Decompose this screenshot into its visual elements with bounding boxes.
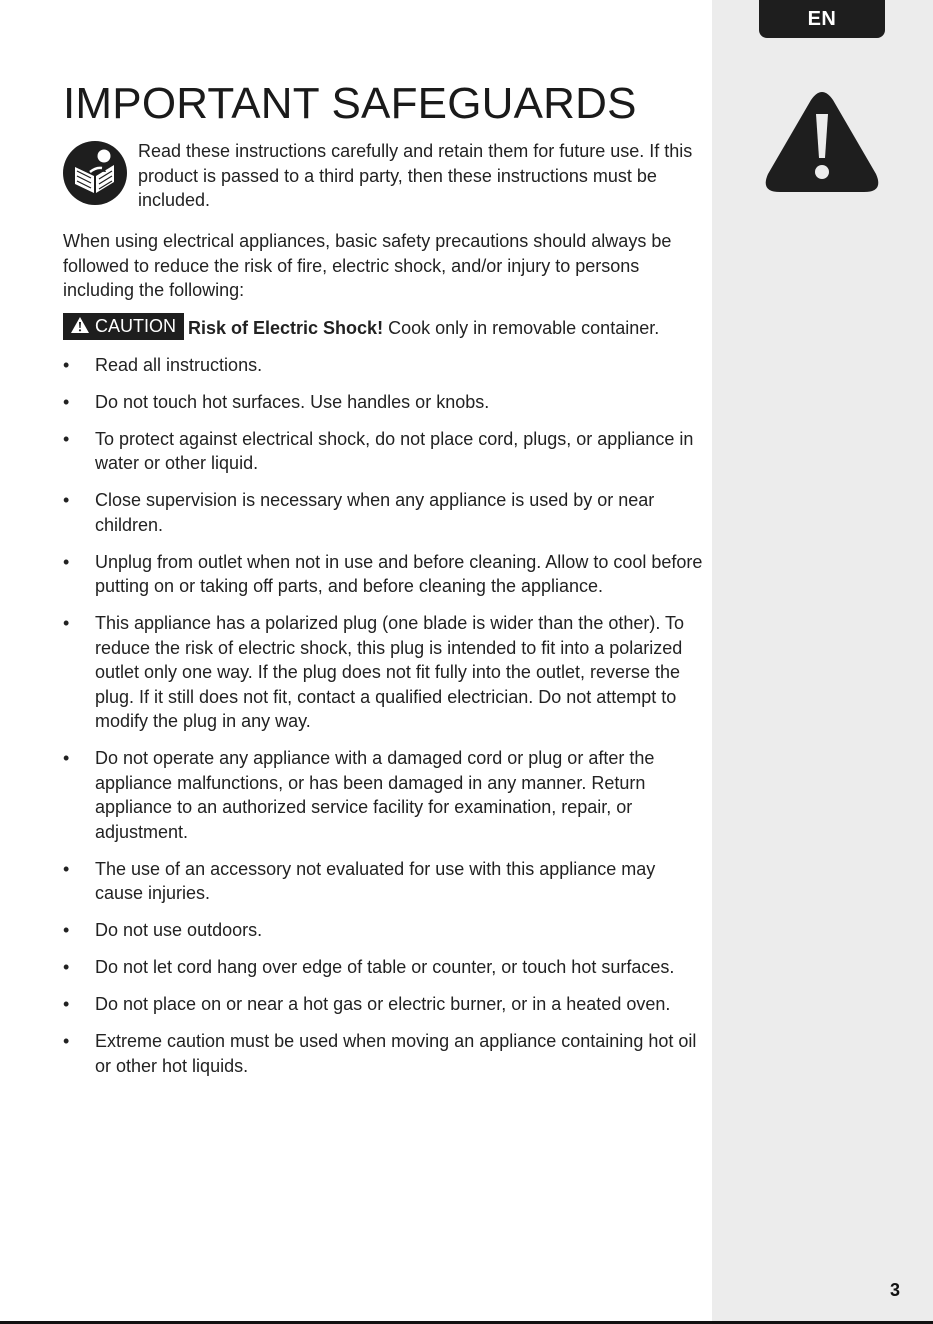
caution-text: Cook only in removable container. bbox=[383, 317, 660, 338]
page-number: 3 bbox=[889, 1280, 900, 1300]
caution-notice bbox=[63, 313, 703, 341]
intro-text: Read these instructions carefully and retain them for future use. If this product is passed to a third party, then these instructions must be included. bbox=[138, 141, 693, 210]
caution-badge-label: CAUTION bbox=[95, 315, 176, 336]
list-item: • Extreme caution must be used when moving an appliance containing hot oil or other hot liquids. bbox=[63, 1031, 697, 1076]
list-item: • Do not place on or near a hot gas or electric burner, or in a heated oven. bbox=[63, 994, 671, 1014]
read-manual-icon bbox=[63, 141, 127, 205]
list-item: • Do not touch hot surfaces. Use handles or knobs. bbox=[63, 391, 490, 412]
list-item: • Do not use outdoors. bbox=[63, 920, 263, 940]
list-item: • This appliance has a polarized plug (one blade is wider than the other). To reduce the risk of electric shock, this plug is intended to fit into a polarized outlet only one way. If the plug does not fit fully into the outlet, reverse the plug. If it still does not fit, contact a qualified electrician. Do not attempt to modify the plug in any way. bbox=[63, 613, 685, 731]
list-item: • Do not operate any appliance with a damaged cord or plug or after the appliance malfunctions, or has been damaged in any manner. Return appliance to an authorized service facility for examination, repair, or adjustment. bbox=[63, 748, 655, 842]
caution-triangle-icon bbox=[70, 316, 90, 334]
list-item: • Do not let cord hang over edge of table or counter, or touch hot surfaces. bbox=[63, 957, 675, 977]
list-item: • To protect against electrical shock, do not place cord, plugs, or appliance in water or other liquid. bbox=[63, 428, 694, 473]
list-item: • Read all instructions. bbox=[63, 354, 263, 375]
intro-block bbox=[63, 139, 703, 213]
list-item: • The use of an accessory not evaluated for use with this appliance may cause injuries. bbox=[63, 858, 656, 903]
caution-title: Risk of Electric Shock! bbox=[188, 317, 384, 338]
list-item: • Unplug from outlet when not in use and before cleaning. Allow to cool before putting on or taking off parts, and before cleaning the appliance. bbox=[63, 551, 703, 596]
safeguards-content bbox=[63, 80, 703, 1091]
caution-badge bbox=[63, 313, 184, 340]
safeguard-list bbox=[63, 353, 703, 1079]
general-precautions-text: When using electrical appliances, basic safety precautions should always be followed to reduce the risk of fire, electric shock, and/or injury to persons including the following: bbox=[63, 231, 672, 300]
page-title: IMPORTANT SAFEGUARDS bbox=[63, 79, 637, 128]
warning-triangle-icon bbox=[764, 88, 880, 194]
list-item: • Close supervision is necessary when any appliance is used by or near children. bbox=[63, 490, 655, 535]
sidebar-panel bbox=[712, 0, 933, 1324]
language-tab: EN bbox=[759, 0, 885, 38]
